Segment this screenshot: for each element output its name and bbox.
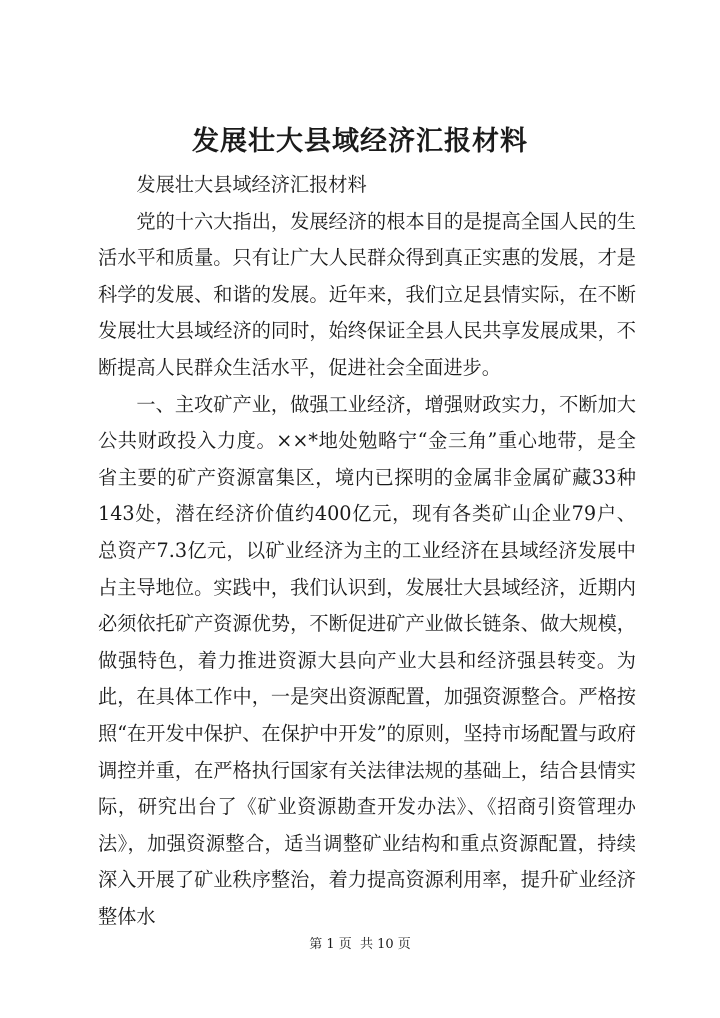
body-paragraph-section-one: 一、主攻矿产业，做强工业经济，增强财政实力，不断加大公共财政投入力度。××*地处勉略宁“金三角”重心地带，是全省主要的矿产资源富集区，境内已探明的金属非金属矿藏33种143处，潜在经济价值约400亿元，现有各类矿山企业79户、总资产7.3亿元，以矿业经济为主的工业经济在县域经济发展中占主导地位。实践中，我们认识到，发展壮大县域经济，近期内必须依托矿产资源优势，不断促进矿产业做长链条、做大规模，做强特色，着力推进资源大县向产业大县和经济强县转变。为此，在具体工作中，一是突出资源配置，加强资源整合。严格按照“在开发中保护、在保护中开发”的原则，坚持市场配置与政府调控并重，在严格执行国家有关法律法规的基础上，结合县情实际，研究出台了《矿业资源勘查开发办法》、《招商引资管理办法》，加强资源整合，适当调整矿业结构和重点资源配置，持续深入开展了矿业秩序整治，着力提高资源利用率，提升矿业经济整体水 [98,392,636,928]
page-number: 第 1 页 共 10 页 [309,937,411,952]
body-paragraph-subtitle: 发展壮大县域经济汇报材料 [136,173,367,196]
page-footer [0,936,720,954]
body-paragraph-intro: 党的十六大指出，发展经济的根本目的是提高全国人民的生活水平和质量。只有让广大人民群众得到真正实惠的发展，才是科学的发展、和谐的发展。近年来，我们立足县情实际，在不断发展壮大县域经济的同时，始终保证全县人民共享发展成果，不断提高人民群众生活水平，促进社会全面进步。 [98,209,636,379]
document-title: 发展壮大县域经济汇报材料 [192,126,528,157]
document-body [98,167,636,935]
